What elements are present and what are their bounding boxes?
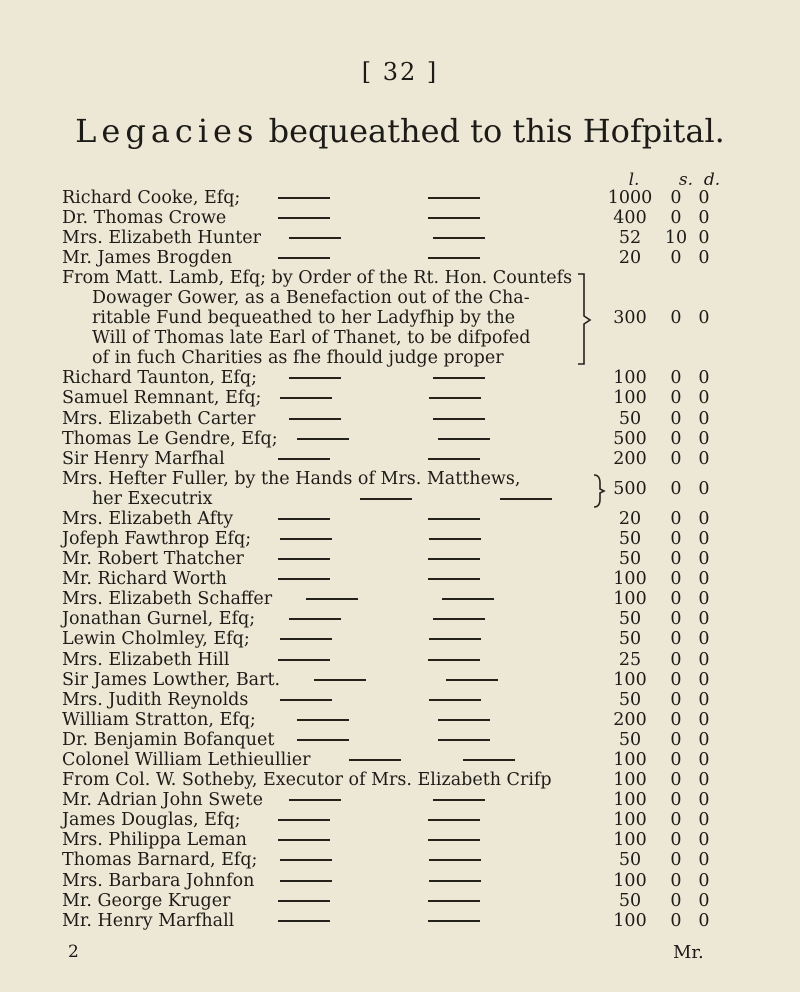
legacy-entry xyxy=(0,850,800,870)
donor-name: From Col. W. Sotheby, Executor of Mrs. Elizabeth Crifp xyxy=(62,770,552,791)
leader-dashes xyxy=(298,598,570,600)
legacy-entry xyxy=(0,388,800,408)
legacy-pence: 0 xyxy=(698,649,710,670)
legacy-pounds: 200 xyxy=(613,448,647,469)
legacy-shillings: 0 xyxy=(670,790,682,811)
donor-name: Mrs. Barbara Johnfon xyxy=(62,870,255,891)
legacy-pounds: 300 xyxy=(613,308,647,329)
legacy-pence: 0 xyxy=(698,448,710,469)
legacy-entry xyxy=(0,208,800,228)
legacy-entry xyxy=(0,188,800,208)
legacy-shillings: 0 xyxy=(670,388,682,409)
legacy-pounds: 50 xyxy=(618,629,642,650)
donor-name: Jofeph Fawthrop Efq; xyxy=(62,528,252,549)
legacy-shillings: 0 xyxy=(670,248,682,269)
donor-name: Lewin Cholmley, Efq; xyxy=(62,629,250,650)
legacy-entry xyxy=(0,911,800,931)
donor-name: Mrs. Judith Reynolds xyxy=(62,689,249,710)
legacy-shillings: 0 xyxy=(670,729,682,750)
legacy-pounds: 100 xyxy=(613,388,647,409)
leader-dashes xyxy=(270,839,570,841)
legacy-pence: 0 xyxy=(698,428,710,449)
donor-name: Mrs. Elizabeth Hill xyxy=(62,649,230,670)
legacy-shillings: 0 xyxy=(670,910,682,931)
page-number: [ 32 ] xyxy=(361,58,439,86)
leader-dashes xyxy=(272,397,570,399)
legacy-shillings: 0 xyxy=(670,669,682,690)
pounds-header: l. xyxy=(628,170,640,190)
legacy-pounds: 500 xyxy=(613,428,647,449)
legacy-shillings: 0 xyxy=(670,749,682,770)
legacy-shillings: 0 xyxy=(670,830,682,851)
catchword: Mr. xyxy=(673,942,704,963)
legacy-pounds: 50 xyxy=(618,408,642,429)
legacy-pounds: 500 xyxy=(613,478,647,499)
legacy-pence: 0 xyxy=(698,790,710,811)
legacy-shillings: 0 xyxy=(670,770,682,791)
legacy-entry xyxy=(0,589,800,609)
legacy-pence: 0 xyxy=(698,188,710,208)
legacy-shillings: 0 xyxy=(670,478,682,499)
legacy-entry xyxy=(0,670,800,690)
legacy-pounds: 100 xyxy=(613,749,647,770)
leader-dashes xyxy=(281,237,570,239)
leader-dashes xyxy=(306,679,570,681)
legacy-group-3 xyxy=(0,509,800,931)
leader-dashes xyxy=(270,518,570,520)
legacy-group-2 xyxy=(0,368,800,468)
legacy-shillings: 0 xyxy=(670,890,682,911)
legacy-pence: 0 xyxy=(698,669,710,690)
donor-name: Dr. Benjamin Bofanquet xyxy=(62,729,275,750)
legacy-pounds: 25 xyxy=(618,649,642,670)
legacy-pounds: 100 xyxy=(613,790,647,811)
legacy-pence: 0 xyxy=(698,810,710,831)
legacy-pounds: 100 xyxy=(613,810,647,831)
legacy-pounds: 100 xyxy=(613,589,647,610)
legacy-entry xyxy=(0,248,800,268)
leader-dashes xyxy=(270,197,570,199)
leader-dashes xyxy=(281,377,570,379)
page-title-rest: bequeathed to this Hofpital. xyxy=(258,112,725,150)
legacy-pounds: 100 xyxy=(613,910,647,931)
legacy-pence: 0 xyxy=(698,890,710,911)
leader-dashes xyxy=(270,900,570,902)
currency-column-headers xyxy=(610,170,790,190)
legacy-shillings: 0 xyxy=(670,850,682,871)
brace-icon xyxy=(576,272,594,366)
legacy-pence: 0 xyxy=(698,549,710,570)
donor-name: Dr. Thomas Crowe xyxy=(62,208,227,229)
donor-name: James Douglas, Efq; xyxy=(62,810,241,831)
legacy-shillings: 0 xyxy=(670,448,682,469)
legacy-pence: 0 xyxy=(698,388,710,409)
legacy-pence: 0 xyxy=(698,228,710,249)
legacy-shillings: 0 xyxy=(670,689,682,710)
legacy-pounds: 100 xyxy=(613,569,647,590)
donor-name: Sir Henry Marfhal xyxy=(62,448,225,469)
legacy-pence: 0 xyxy=(698,569,710,590)
legacy-pence: 0 xyxy=(698,870,710,891)
legacy-entry xyxy=(0,449,800,469)
donor-name: Jonathan Gurnel, Efq; xyxy=(62,609,256,630)
bequest-line: ritable Fund bequeathed to her Ladyfhip by the xyxy=(92,308,516,329)
donor-name: Mrs. Elizabeth Hunter xyxy=(62,228,261,249)
legacy-pence: 0 xyxy=(698,910,710,931)
page-title-lead: Legacies xyxy=(75,112,259,150)
legacy-pounds: 50 xyxy=(618,549,642,570)
donor-name: Mr. George Kruger xyxy=(62,890,231,911)
legacy-entry-lamb xyxy=(0,268,800,368)
shillings-header: s. xyxy=(678,170,694,190)
donor-name: Thomas Le Gendre, Efq; xyxy=(62,428,278,449)
bequest-line: Dowager Gower, as a Benefaction out of the Cha- xyxy=(92,288,530,309)
leader-dashes xyxy=(272,699,570,701)
legacy-shillings: 0 xyxy=(670,528,682,549)
legacy-shillings: 0 xyxy=(670,569,682,590)
legacy-shillings: 0 xyxy=(670,428,682,449)
legacy-shillings: 0 xyxy=(670,508,682,529)
leader-dashes xyxy=(281,799,570,801)
leader-dashes xyxy=(289,719,570,721)
legacy-entry xyxy=(0,650,800,670)
legacy-entry xyxy=(0,569,800,589)
legacy-pounds: 52 xyxy=(618,228,642,249)
legacy-shillings: 0 xyxy=(670,208,682,229)
leader-dashes xyxy=(270,578,570,580)
legacy-pounds: 50 xyxy=(618,850,642,871)
donor-name: Mrs. Elizabeth Carter xyxy=(62,408,256,429)
legacy-entry xyxy=(0,549,800,569)
legacy-entry xyxy=(0,429,800,449)
legacy-pence: 0 xyxy=(698,368,710,389)
leader-dashes xyxy=(289,438,570,440)
bequest-line: Will of Thomas late Earl of Thanet, to be difpofed xyxy=(92,328,531,349)
legacy-entry xyxy=(0,891,800,911)
legacy-pence: 0 xyxy=(698,729,710,750)
leader-dashes xyxy=(270,819,570,821)
legacy-entry xyxy=(0,629,800,649)
legacy-entry-fuller xyxy=(0,469,800,509)
legacy-shillings: 0 xyxy=(670,589,682,610)
donor-name: Richard Cooke, Efq; xyxy=(62,188,241,208)
donor-name: Mrs. Philippa Leman xyxy=(62,830,247,851)
legacy-entry xyxy=(0,750,800,770)
legacy-group-1 xyxy=(0,188,800,268)
legacy-entry xyxy=(0,409,800,429)
legacy-entry xyxy=(0,609,800,629)
signature-mark: 2 xyxy=(68,942,79,962)
legacy-pounds: 200 xyxy=(613,709,647,730)
legacy-entry xyxy=(0,509,800,529)
legacy-entry xyxy=(0,871,800,891)
leader-dashes xyxy=(270,257,570,259)
legacy-pence: 0 xyxy=(698,208,710,229)
pence-header: d. xyxy=(703,170,721,190)
legacy-pounds: 50 xyxy=(618,729,642,750)
legacy-pence: 0 xyxy=(698,830,710,851)
legacy-pounds: 100 xyxy=(613,770,647,791)
donor-name: Thomas Barnard, Efq; xyxy=(62,850,258,871)
donor-name: William Stratton, Efq; xyxy=(62,709,256,730)
bequest-line: of in fuch Charities as fhe fhould judge proper xyxy=(92,348,504,369)
donor-name: Mr. James Brogden xyxy=(62,248,233,269)
leader-dashes xyxy=(341,759,570,761)
legacy-pence: 0 xyxy=(698,589,710,610)
legacy-pence: 0 xyxy=(698,248,710,269)
leader-dashes xyxy=(281,418,570,420)
legacy-shillings: 0 xyxy=(670,368,682,389)
legacy-pounds: 50 xyxy=(618,689,642,710)
legacy-shillings: 0 xyxy=(670,609,682,630)
legacy-shillings: 0 xyxy=(670,810,682,831)
legacy-entry xyxy=(0,529,800,549)
legacy-pence: 0 xyxy=(698,478,710,499)
donor-name: Mr. Adrian John Swete xyxy=(62,790,263,811)
legacy-entry xyxy=(0,710,800,730)
legacy-pence: 0 xyxy=(698,508,710,529)
legacy-shillings: 0 xyxy=(670,870,682,891)
donor-name: Sir James Lowther, Bart. xyxy=(62,669,281,690)
legacy-pounds: 100 xyxy=(613,830,647,851)
leader-dashes xyxy=(270,659,570,661)
leader-dashes xyxy=(272,880,570,882)
donor-name: Mrs. Elizabeth Schaffer xyxy=(62,589,273,610)
legacy-entry xyxy=(0,810,800,830)
legacy-pounds: 20 xyxy=(618,248,642,269)
legacy-shillings: 0 xyxy=(670,408,682,429)
legacy-shillings: 0 xyxy=(670,308,682,329)
legacy-entry xyxy=(0,730,800,750)
legacy-pence: 0 xyxy=(698,770,710,791)
leader-dashes xyxy=(272,859,570,861)
legacy-pounds: 1000 xyxy=(607,188,653,208)
legacy-pounds: 100 xyxy=(613,669,647,690)
leader-dashes xyxy=(272,638,570,640)
legacy-pounds: 400 xyxy=(613,208,647,229)
leader-dashes xyxy=(270,920,570,922)
leader-dashes xyxy=(270,458,570,460)
donor-name: Richard Taunton, Efq; xyxy=(62,368,258,389)
legacy-shillings: 0 xyxy=(670,709,682,730)
leader-dashes xyxy=(270,558,570,560)
legacy-pence: 0 xyxy=(698,308,710,329)
legacy-shillings: 10 xyxy=(664,228,688,249)
legacy-shillings: 0 xyxy=(670,188,682,208)
legacy-entry xyxy=(0,228,800,248)
donor-name: Mr. Henry Marfhall xyxy=(62,910,235,931)
legacy-pounds: 50 xyxy=(618,609,642,630)
page-title xyxy=(0,112,800,150)
leader-dashes xyxy=(281,618,570,620)
legacy-pounds: 20 xyxy=(618,508,642,529)
legacy-entry xyxy=(0,790,800,810)
donor-name: Colonel William Lethieullier xyxy=(62,749,311,770)
legacy-pence: 0 xyxy=(698,850,710,871)
leader-dashes xyxy=(289,739,570,741)
legacy-shillings: 0 xyxy=(670,629,682,650)
legacy-pence: 0 xyxy=(698,689,710,710)
donor-name: Mr. Robert Thatcher xyxy=(62,549,244,570)
legacy-pounds: 50 xyxy=(618,890,642,911)
legacy-entry xyxy=(0,690,800,710)
legacy-shillings: 0 xyxy=(670,549,682,570)
bequest-line: From Matt. Lamb, Efq; by Order of the Rt. Hon. Countefs xyxy=(62,268,573,289)
legacy-pounds: 100 xyxy=(613,368,647,389)
legacy-pounds: 50 xyxy=(618,528,642,549)
legacy-pence: 0 xyxy=(698,749,710,770)
fuller-line: her Executrix xyxy=(92,488,213,509)
legacy-pounds: 100 xyxy=(613,870,647,891)
legacy-entry xyxy=(0,368,800,388)
fuller-line: Mrs. Hefter Fuller, by the Hands of Mrs. Matthews, xyxy=(62,468,521,489)
legacy-entry xyxy=(0,830,800,850)
donor-name: Mr. Richard Worth xyxy=(62,569,227,590)
donor-name: Samuel Remnant, Efq; xyxy=(62,388,262,409)
legacies-ledger xyxy=(0,188,800,931)
leader-dashes xyxy=(272,538,570,540)
leader-dashes xyxy=(270,217,570,219)
legacy-entry xyxy=(0,770,800,790)
donor-name: Mrs. Elizabeth Afty xyxy=(62,508,234,529)
legacy-shillings: 0 xyxy=(670,649,682,670)
legacy-pence: 0 xyxy=(698,709,710,730)
legacy-pence: 0 xyxy=(698,408,710,429)
legacy-pence: 0 xyxy=(698,629,710,650)
legacy-pence: 0 xyxy=(698,528,710,549)
legacy-pence: 0 xyxy=(698,609,710,630)
